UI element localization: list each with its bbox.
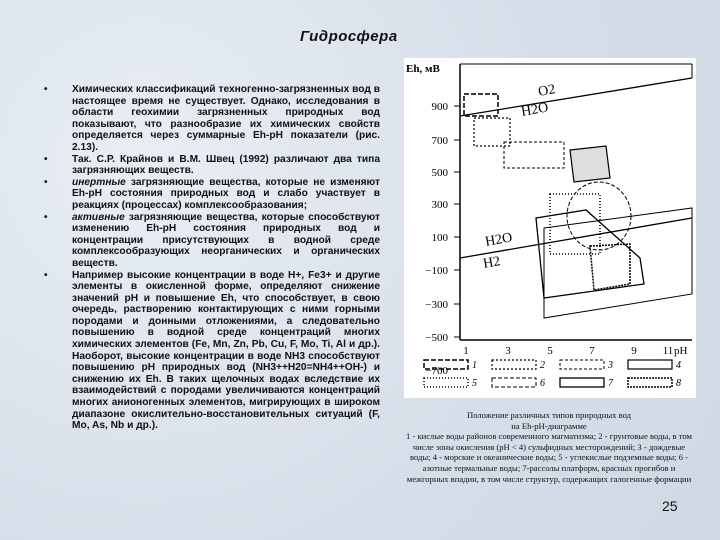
- bullet-marker: •: [44, 176, 48, 188]
- o2-h2o-boundary: [460, 78, 692, 116]
- bullet-list: [40, 84, 380, 432]
- legend-number: 3: [608, 360, 613, 371]
- bullet-marker: •: [44, 153, 48, 165]
- legend-number: 1: [472, 360, 477, 371]
- x-tick-label: 3: [505, 345, 511, 357]
- legend-swatch: [560, 378, 604, 387]
- y-tick-label: −500: [425, 332, 448, 344]
- legend-number: 8: [676, 378, 681, 389]
- x-axis-unit: pH: [674, 345, 688, 357]
- x-tick-label: 11: [662, 345, 674, 357]
- bullet-marker: •: [44, 84, 48, 95]
- bullet-text: Например высокие концентрации в воде H+, Fe3+ и другие элементы в окисленной форме, определяют снижение значений pH и повышение Eh, что способствует, в свою очередь, растворению контактирующих с ними горными породами и донными отложениями, а следовательно повышению в водной среде концентраций многих химических элементов (Fe, Mn, Zn, Pb, Cu, F, Mo, Ti, Al и др.). Наоборот, высокие концентрации в воде NH3 способствуют повышению pH природных вод (NH3++H20=NH4++OH-) и снижению их Eh. В таких щелочных водах вследствие их взаимодействий с породами увеличиваются концентраций многих анионогенных элементов, мигрирующих в широком диапазоне окислительно-восстановительных ситуаций (F, Mo, As, Nb и др.).: [72, 269, 380, 432]
- h2-label: H2: [482, 254, 502, 272]
- h2o-top-label: H2O: [520, 100, 550, 120]
- y-axis-label: Eh, мВ: [406, 63, 440, 75]
- bullet-item: [40, 177, 380, 212]
- bullet-item: [40, 212, 380, 270]
- bullet-item: [40, 270, 380, 432]
- y-tick-label: −100: [425, 265, 448, 277]
- caption-subtitle: на Eh-pH-диаграмме: [511, 420, 587, 431]
- region-8: [590, 244, 630, 290]
- bullet-text: Химических классификаций техногенно-загрязненных вод в настоящее время не существует. Однако, исследования в области геохимии загрязненных природных вод показывают, что разнообразие их химических свойств определяется через суммарные Eh-pH показатели (рис. 2.13).: [72, 84, 380, 153]
- y-tick-label: 900: [431, 101, 448, 113]
- bullet-item: [40, 154, 380, 177]
- legend-number: 5: [472, 378, 477, 389]
- bullet-item: [40, 84, 380, 154]
- bullet-marker: •: [44, 211, 48, 223]
- legend-swatch: [628, 360, 672, 369]
- caption-title: Положение различных типов природных вод: [466, 410, 631, 420]
- legend-number: 4: [676, 360, 681, 371]
- x-tick-label: 5: [547, 345, 553, 357]
- h2o-bottom-label: H2O: [484, 230, 514, 250]
- legend-swatch: [492, 360, 536, 369]
- x-tick-label: 7: [589, 345, 595, 357]
- y-tick-label: −300: [425, 299, 448, 311]
- legend-number: 6: [540, 378, 545, 389]
- page-number: 25: [662, 498, 678, 514]
- region-lower-envelope: [544, 208, 692, 318]
- bullet-text: загрязняющие вещества, которые не изменяют Eh-pH состояния природных вод и слабо участвует в реакциях (процессах) комплексообразования;: [72, 176, 380, 211]
- bullet-text: Так. С.Р. Крайнов и В.М. Швец (1992) различают два типа загрязняющих веществ.: [72, 153, 380, 177]
- y-tick-label: 500: [431, 167, 448, 179]
- region-6-thermal: [567, 182, 631, 250]
- x-tick-label: 1: [463, 345, 469, 357]
- bullet-emphasis: активные: [72, 211, 125, 223]
- legend-swatch: [628, 378, 672, 387]
- eh-ph-diagram: [404, 58, 696, 398]
- legend-swatch: [492, 378, 536, 387]
- legend-swatch: [424, 378, 468, 387]
- y-tick-label: 300: [431, 199, 448, 211]
- x-tick-label: 9: [631, 345, 637, 357]
- slide-title: Гидросфера: [300, 28, 398, 45]
- y-tick-label: −700: [425, 365, 448, 377]
- bullet-emphasis: инертные: [72, 176, 126, 188]
- o2-label: O2: [537, 82, 557, 100]
- y-tick-label: 100: [431, 232, 448, 244]
- legend-number: 7: [608, 378, 613, 389]
- figure-caption: [406, 410, 692, 484]
- bullet-text: загрязняющие вещества, которые способствуют изменению Eh-pH состояния природных вод и концентрации присутствующих в водной среде комплексообразующих неорганических и органических веществ.: [72, 211, 380, 269]
- bullet-marker: •: [44, 269, 48, 281]
- region-3-rain: [504, 142, 564, 168]
- caption-body: 1 - кислые воды районов современного магматизма; 2 - грунтовые воды, в том числе зоны окисления (pH < 4) сульфидных месторождений; 3 - дождевые воды; 4 - морские и океанические воды; 5 - углекислые подземные воды; 6 - азотные термальные воды; 7-рассолы платформ, красных прогибов и межгорных впадин, в том числе структур, содержащих галогенные формации: [406, 431, 692, 484]
- legend-number: 2: [540, 360, 545, 371]
- y-tick-label: 700: [431, 135, 448, 147]
- region-4-marine: [570, 146, 610, 182]
- legend-swatch: [560, 360, 604, 369]
